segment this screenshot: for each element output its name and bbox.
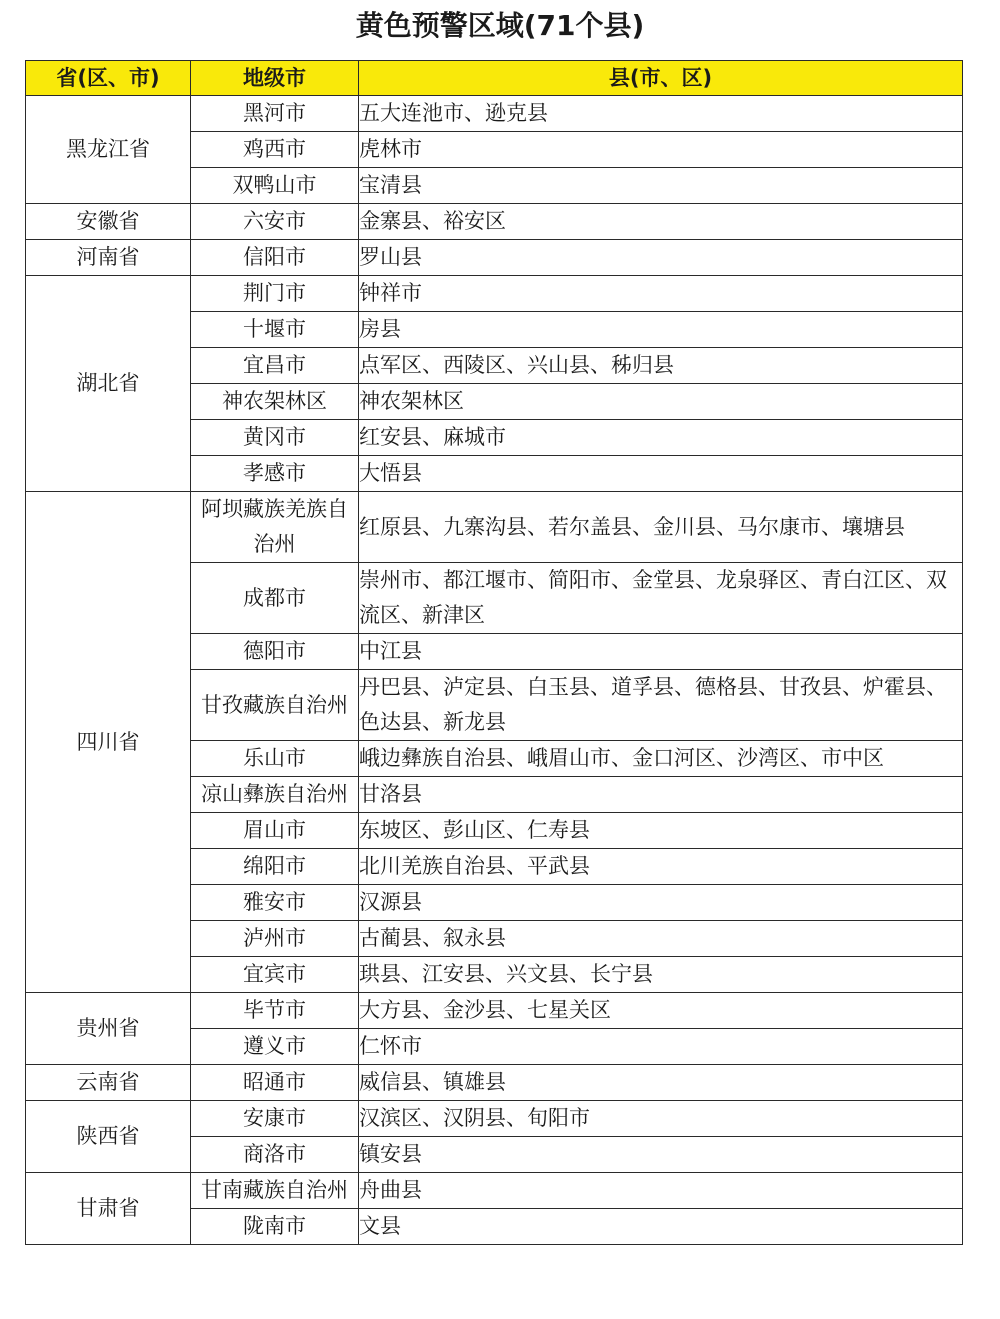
city-cell: 十堰市	[191, 312, 359, 348]
county-cell: 仁怀市	[359, 1029, 963, 1065]
county-cell: 镇安县	[359, 1137, 963, 1173]
province-cell: 湖北省	[26, 276, 191, 492]
city-cell: 陇南市	[191, 1209, 359, 1245]
county-cell: 威信县、镇雄县	[359, 1065, 963, 1101]
county-cell: 北川羌族自治县、平武县	[359, 849, 963, 885]
city-cell: 神农架林区	[191, 384, 359, 420]
city-cell: 甘南藏族自治州	[191, 1173, 359, 1209]
header-county: 县(市、区)	[359, 61, 963, 96]
county-cell: 罗山县	[359, 240, 963, 276]
city-cell: 毕节市	[191, 993, 359, 1029]
table-row	[26, 96, 963, 132]
city-cell: 阿坝藏族羌族自治州	[191, 492, 359, 563]
county-cell: 汉源县	[359, 885, 963, 921]
province-cell: 安徽省	[26, 204, 191, 240]
county-cell: 点军区、西陵区、兴山县、秭归县	[359, 348, 963, 384]
table-row	[26, 204, 963, 240]
province-cell: 贵州省	[26, 993, 191, 1065]
county-cell: 珙县、江安县、兴文县、长宁县	[359, 957, 963, 993]
table-row	[26, 1101, 963, 1137]
table-row	[26, 993, 963, 1029]
province-cell: 云南省	[26, 1065, 191, 1101]
city-cell: 昭通市	[191, 1065, 359, 1101]
city-cell: 德阳市	[191, 634, 359, 670]
county-cell: 峨边彝族自治县、峨眉山市、金口河区、沙湾区、市中区	[359, 741, 963, 777]
table-body	[26, 96, 963, 1245]
city-cell: 乐山市	[191, 741, 359, 777]
city-cell: 安康市	[191, 1101, 359, 1137]
table-row	[26, 1173, 963, 1209]
county-cell: 崇州市、都江堰市、简阳市、金堂县、龙泉驿区、青白江区、双流区、新津区	[359, 563, 963, 634]
city-cell: 成都市	[191, 563, 359, 634]
city-cell: 宜宾市	[191, 957, 359, 993]
city-cell: 甘孜藏族自治州	[191, 670, 359, 741]
city-cell: 双鸭山市	[191, 168, 359, 204]
city-cell: 荆门市	[191, 276, 359, 312]
city-cell: 遵义市	[191, 1029, 359, 1065]
city-cell: 凉山彝族自治州	[191, 777, 359, 813]
county-cell: 古蔺县、叙永县	[359, 921, 963, 957]
city-cell: 六安市	[191, 204, 359, 240]
county-cell: 文县	[359, 1209, 963, 1245]
county-cell: 五大连池市、逊克县	[359, 96, 963, 132]
county-cell: 钟祥市	[359, 276, 963, 312]
table-row	[26, 492, 963, 563]
county-cell: 金寨县、裕安区	[359, 204, 963, 240]
county-cell: 丹巴县、泸定县、白玉县、道孚县、德格县、甘孜县、炉霍县、色达县、新龙县	[359, 670, 963, 741]
city-cell: 孝感市	[191, 456, 359, 492]
header-city: 地级市	[191, 61, 359, 96]
city-cell: 信阳市	[191, 240, 359, 276]
county-cell: 宝清县	[359, 168, 963, 204]
table-row	[26, 1065, 963, 1101]
table-row	[26, 276, 963, 312]
city-cell: 泸州市	[191, 921, 359, 957]
county-cell: 大悟县	[359, 456, 963, 492]
city-cell: 绵阳市	[191, 849, 359, 885]
county-cell: 虎林市	[359, 132, 963, 168]
city-cell: 黄冈市	[191, 420, 359, 456]
province-cell: 四川省	[26, 492, 191, 993]
county-cell: 房县	[359, 312, 963, 348]
city-cell: 鸡西市	[191, 132, 359, 168]
city-cell: 商洛市	[191, 1137, 359, 1173]
warning-table	[25, 60, 963, 1245]
table-row	[26, 240, 963, 276]
county-cell: 中江县	[359, 634, 963, 670]
county-cell: 红原县、九寨沟县、若尔盖县、金川县、马尔康市、壤塘县	[359, 492, 963, 563]
city-cell: 宜昌市	[191, 348, 359, 384]
county-cell: 大方县、金沙县、七星关区	[359, 993, 963, 1029]
county-cell: 红安县、麻城市	[359, 420, 963, 456]
county-cell: 汉滨区、汉阴县、旬阳市	[359, 1101, 963, 1137]
city-cell: 眉山市	[191, 813, 359, 849]
province-cell: 陕西省	[26, 1101, 191, 1173]
province-cell: 甘肃省	[26, 1173, 191, 1245]
province-cell: 黑龙江省	[26, 96, 191, 204]
table-header-row	[26, 61, 963, 96]
county-cell: 神农架林区	[359, 384, 963, 420]
header-province: 省(区、市)	[26, 61, 191, 96]
province-cell: 河南省	[26, 240, 191, 276]
county-cell: 甘洛县	[359, 777, 963, 813]
county-cell: 东坡区、彭山区、仁寿县	[359, 813, 963, 849]
page-title: 黄色预警区域(71个县)	[355, 9, 645, 42]
city-cell: 黑河市	[191, 96, 359, 132]
city-cell: 雅安市	[191, 885, 359, 921]
county-cell: 舟曲县	[359, 1173, 963, 1209]
